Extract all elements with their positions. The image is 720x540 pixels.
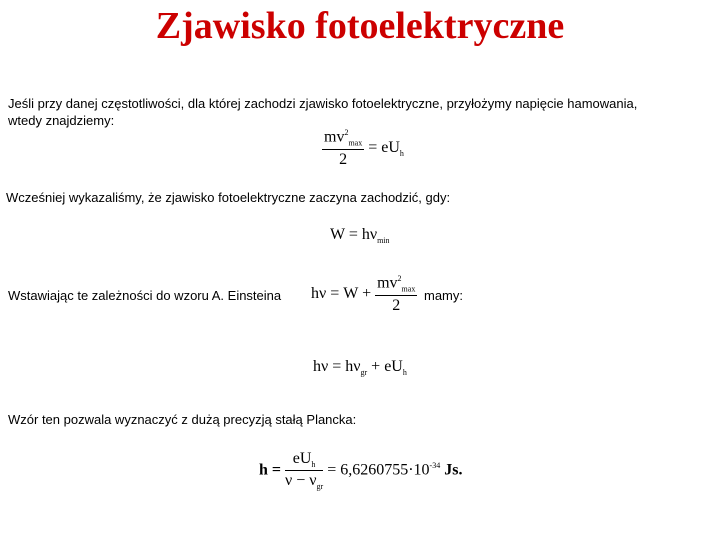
paragraph-3-left: Wstawiając te zależności do wzoru A. Einsteina bbox=[8, 288, 282, 303]
paragraph-1-line-2: wtedy znajdziemy: bbox=[8, 113, 115, 128]
page-title: Zjawisko fotoelektryczne bbox=[155, 5, 565, 47]
paragraph-1 bbox=[8, 95, 712, 129]
equation-stopping-voltage: $\frac{mv^2_{max}}{2}$ = $eU_h$ bbox=[324, 128, 404, 168]
paragraph-4: Wzór ten pozwala wyznaczyć z dużą precyzją stałą Plancka: bbox=[8, 412, 357, 427]
planck-fraction: $\frac{eU_h}{\nu - \nu_{gr}}$ bbox=[285, 450, 324, 492]
kinetic-energy-fraction: $\frac{mv^2_{max}}{2}$ bbox=[377, 274, 416, 314]
paragraph-2: Wcześniej wykazaliśmy, że zjawisko fotoelektryczne zaczyna zachodzić, gdy: bbox=[6, 190, 451, 205]
paragraph-1-line-1: Jeśli przy danej częstotliwości, dla której zachodzi zjawisko fotoelektryczne, przyłożymy napięcie hamowania, bbox=[8, 96, 638, 111]
equation-einstein: hν = W + $\frac{mv^2_{max}}{2}$ bbox=[311, 274, 416, 314]
kinetic-energy-fraction: $\frac{mv^2_{max}}{2}$ bbox=[324, 128, 363, 168]
paragraph-3-right: mamy: bbox=[424, 288, 463, 303]
equation-work-function: $W = h\nu_{min}$ bbox=[330, 226, 390, 246]
equation-planck-constant: h = $\frac{eU_h}{\nu - \nu_{gr}}$ = $6,6260755\cdot 10^{-34}$ Js. bbox=[259, 450, 463, 492]
equation-threshold: $h\nu = h\nu_{gr} + eU_h$ bbox=[313, 358, 407, 378]
